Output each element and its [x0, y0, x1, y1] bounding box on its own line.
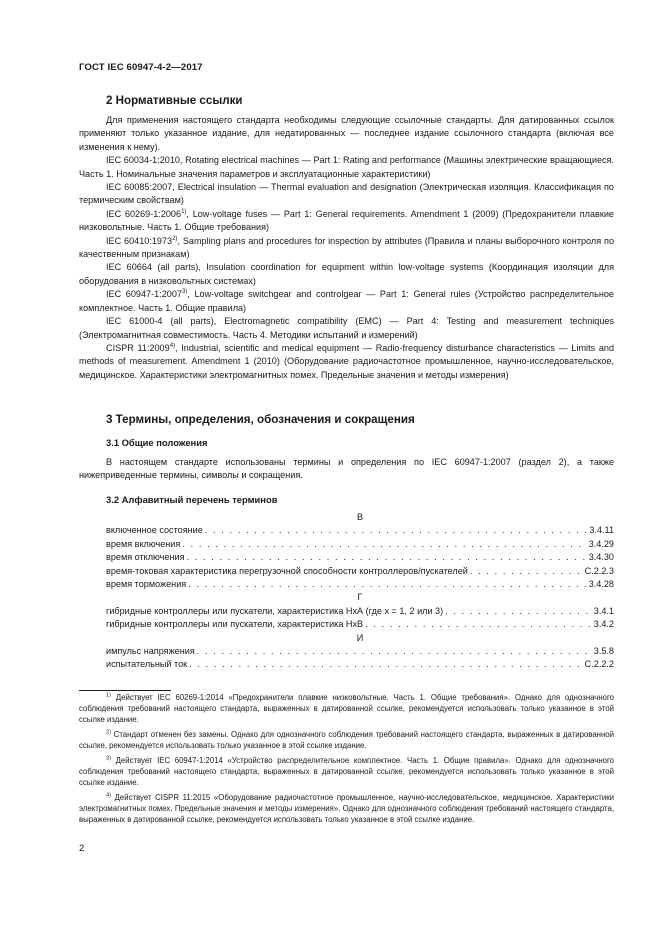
section-3-2-title: 3.2 Алфавитный перечень терминов — [106, 494, 278, 505]
footnote: $^{3)}$ Действует IEC 60947-1:2014 «Устройство распределительное комплектное. Часть 1. Общие правила». Однако для однозначного соблюдения требований настоящего стандарта, выраженных в датированной ссылке, рекомендуется использовать только указанное в этой ссылке издание. — [79, 755, 615, 788]
footnote-ref: 4) — [169, 342, 176, 349]
index-letter: И — [356, 632, 364, 643]
footnote-ref: 3) — [181, 289, 188, 296]
term-index — [106, 511, 614, 672]
index-entry: включенное состояние . . . 3.4.11 — [106, 524, 614, 537]
index-entry: время торможения . . . 3.4.28 — [106, 578, 614, 591]
index-entry: время включения . . . 3.4.29 — [106, 538, 614, 551]
normative-ref: IEC 60085:2007, Electrical insulation — Thermal evaluation and designation (Электрическая изоляция. Классификация по термическим свойствам) — [79, 182, 614, 206]
normative-ref: CISPR 11:2009$^{4)}$, Industrial, scientific and medical equipment — Radio-frequency disturbance characteristics — Limits and methods of measurement. Amendment 1 (2010) (Оборудование радиочастотное промышленное, научно-исследовательское, медицинское. Характеристики электромагнитных помех. Предельные значения и методы измерения) — [79, 342, 615, 380]
normative-ref: IEC 60269-1:2006$^{1)}$, Low-voltage fuses — Part 1: General requirements. Amendment 1 (2009) (Предохранители плавкие низковольтные. Часть 1. Общие требования) — [79, 208, 614, 233]
footnote: $^{4)}$ Действует CISPR 11:2015 «Оборудование радиочастотное промышленное, научно-исследовательское, медицинское. Характеристики электромагнитных помех. Предельные значения и методы измерения». Однако для однозначного соблюдения требований настоящего стандарта, выраженных в датированной ссылке, рекомендуется использовать только указанное в этой ссылке издание. — [79, 792, 614, 825]
index-entry: гибридные контроллеры или пускатели, характеристика НхА (где х = 1, 2 или 3) . . . 3.4.1 — [106, 605, 614, 618]
normative-ref: IEC 60947-1:2007$^{3)}$, Low-voltage switchgear and controlgear — Part 1: General rules (Устройство распределительное комплектное. Часть 1. Общие правила) — [79, 289, 614, 313]
page-number: 2 — [79, 843, 85, 854]
section-3-1-text: В настоящем стандарте использованы термины и определения по IEC 60947-1:2007 (раздел 2), а также нижеприведенные термины, символы и сокращения. — [79, 457, 614, 481]
section-2-body — [79, 114, 614, 382]
index-entry: импульс напряжения . . . 3.5.8 — [106, 645, 614, 658]
normative-ref: IEC 60410:1973$^{2)}$, Sampling plans and procedures for inspection by attributes (Правила и планы выборочного контроля по качественным признакам) — [79, 235, 614, 260]
document-header: ГОСТ IEC 60947-4-2—2017 — [79, 62, 203, 73]
section-2-intro: Для применения настоящего стандарта необходимы следующие ссылочные стандарты. Для датированных ссылок применяют только указанное издание, для недатированных — последнее издание ссылочного стандарта (включая все изменения к нему). — [79, 115, 614, 152]
section-2-title: 2 Нормативные ссылки — [106, 94, 243, 107]
index-entry: время отключения . . . 3.4.30 — [106, 551, 614, 564]
section-3-1-body — [79, 456, 614, 483]
section-3-1-title: 3.1 Общие положения — [106, 437, 208, 448]
index-letter: В — [356, 512, 364, 522]
index-entry: гибридные контроллеры или пускатели, характеристика НхВ . . . 3.4.2 — [106, 618, 614, 631]
normative-ref: IEC 61000-4 (all parts), Electromagnetic compatibility (EMC) — Part 4: Testing and measurement techniques (Электромагнитная совместимость. Часть 4. Методики испытаний и измерений) — [79, 316, 614, 340]
footnote-divider — [79, 690, 171, 691]
normative-ref: IEC 60034-1:2010, Rotating electrical machines — Part 1: Rating and performance (Машины электрические вращающиеся. Часть 1. Номинальные значения параметров и эксплуатационные характеристики) — [79, 155, 614, 179]
index-entry: испытательный ток . . . C.2.2.2 — [106, 658, 614, 671]
section-3-title: 3 Термины, определения, обозначения и сокращения — [106, 413, 415, 426]
footnote: $^{1)}$ Действует IEC 60269-1:2014 «Предохранители плавкие низковольтные. Часть 1. Общие требования». Однако для однозначного соблюдения требований настоящего стандарта, выраженных в датированной ссылке, рекомендуется использовать только указанное в этой ссылке издание. — [79, 692, 614, 725]
footnote-ref: 2) — [172, 235, 178, 242]
footnote-ref: 1) — [181, 208, 187, 215]
footnote: $^{2)}$ Стандарт отменен без замены. Однако для однозначного соблюдения требований настоящего стандарта, выраженных в датированной ссылке, рекомендуется использовать только указанное в этой ссылке издание. — [79, 729, 614, 751]
index-entry: время-токовая характеристика перегрузочной способности контроллеров/пускателей . . . C.2.2.3 — [106, 565, 614, 578]
normative-ref: IEC 60664 (all parts), Insulation coordination for equipment within low-voltage systems (Координация изоляции для оборудования в низковольтных системах) — [79, 262, 614, 286]
index-letter: Г — [357, 592, 363, 603]
